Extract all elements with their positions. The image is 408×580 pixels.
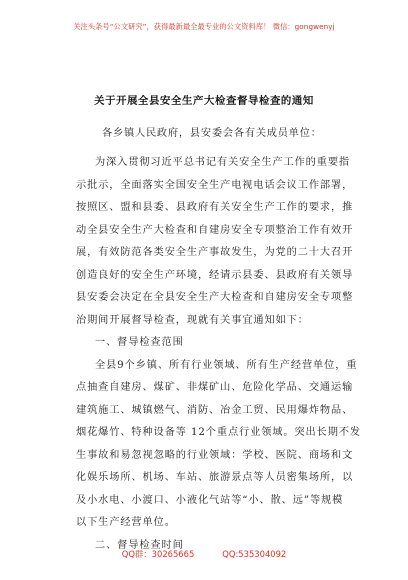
paragraph-line: 及小水电、小渡口、小液化气站等“小、散、远”等规模 xyxy=(76,495,344,506)
paragraph-line: 展，有效防范各类安全生产事故发生，为党的二十大召开 xyxy=(76,247,354,258)
paragraph-line: 点抽查自建房、煤矿、非煤矿山、危险化学品、交通运输 xyxy=(76,382,354,393)
paragraph-line: 县安委会决定在全县安全生产大检查和自建房安全专项整 xyxy=(76,292,354,303)
paragraph-line: 为深入贯彻习近平总书记有关安全生产工作的重要指 xyxy=(95,157,351,168)
footer-banner xyxy=(0,548,408,560)
paragraph-line: 以下生产经营单位。 xyxy=(76,517,176,528)
footer-qq-number: QQ:535304092 xyxy=(222,549,287,559)
paragraph-line: 生事故和易忽视忽略的行业领域：学校、医院、商场和文 xyxy=(76,450,354,461)
paragraph-line: 按照区、盟和县委、县政府有关安全生产工作的要求，推 xyxy=(76,202,354,213)
footer-qq-group: QQ群：30265665 xyxy=(121,549,195,559)
paragraph-line: 烟花爆竹、特种设备等 12个重点行业领域。突出长期不发 xyxy=(76,427,361,438)
document-title: 关于开展全县安全生产大检查督导检查的通知 xyxy=(94,95,314,107)
paragraph-line: 示批示，全面落实全国安全生产电视电话会议工作部署， xyxy=(76,180,354,191)
paragraph-line: 动全县安全生产大检查和自建房安全专项整治工作有效开 xyxy=(76,225,354,236)
paragraph-line: 创造良好的安全生产环境，经请示县委、县政府有关领导 xyxy=(76,270,354,281)
paragraph-line: 建筑施工、城镇燃气、消防、冶金工贸、民用爆炸物品、 xyxy=(76,405,354,416)
paragraph-line: 化娱乐场所、机场、车站、旅游景点等人员密集场所，以 xyxy=(76,472,354,483)
paragraph-line: 全县9个乡镇、所有行业领域、所有生产经营单位，重 xyxy=(95,360,358,371)
salutation: 各乡镇人民政府，县安委会各有关成员单位： xyxy=(102,128,322,139)
section-heading: 二、督导检查时间 xyxy=(95,540,184,551)
section-heading: 一、督导检查范围 xyxy=(95,337,184,348)
paragraph-line: 治期间开展督导检查，现就有关事宜通知如下： xyxy=(76,315,309,326)
header-banner: 关注头条号“公文研究”，获得最新最全最专业的公文资料库！ 微信：gongwenyj xyxy=(73,22,335,31)
